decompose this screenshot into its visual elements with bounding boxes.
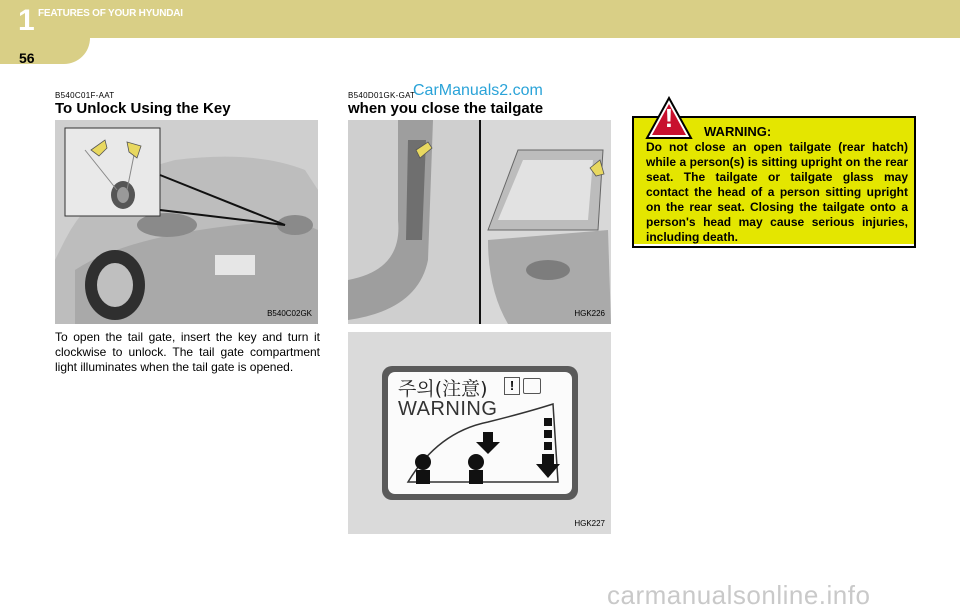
tailgate-illustration	[348, 120, 611, 324]
image-label: HGK227	[574, 519, 605, 528]
chapter-number: 1	[18, 4, 35, 37]
warning-symbol: !	[664, 103, 674, 133]
warning-sign-illustration	[348, 332, 611, 534]
section-code: B540D01GK-GAT	[348, 91, 416, 100]
image-label: HGK226	[574, 309, 605, 318]
chapter-title: FEATURES OF YOUR HYUNDAI	[38, 8, 183, 19]
page-number: 56	[19, 50, 35, 66]
key-unlock-photo	[55, 120, 318, 324]
book-icon	[523, 378, 541, 394]
section-heading: To Unlock Using the Key	[55, 100, 231, 117]
body-paragraph: To open the tail gate, insert the key and turn it clockwise to unlock. The tail gate compartment light illuminates when the tail gate is opened.	[55, 330, 320, 374]
sign-korean-text: 주의(注意)	[398, 378, 488, 400]
watermark-top: CarManuals2.com	[413, 82, 543, 99]
warning-triangle-icon	[645, 96, 693, 145]
image-label: B540C02GK	[267, 309, 312, 318]
header-band	[0, 0, 960, 38]
watermark-bottom: carmanualsonline.info	[607, 580, 871, 610]
section-code: B540C01F-AAT	[55, 91, 115, 100]
warning-text: Do not close an open tailgate (rear hatch) while a person(s) is sitting upright on the rear seat. The tailgate or tailgate glass may contact the head of a person sitting upright on the rear seat. Closing the tailgate onto a person's head may cause serious injuries, including death.	[646, 140, 908, 244]
tailgate-photo	[348, 120, 611, 324]
warning-title: WARNING:	[704, 124, 772, 139]
sign-exclaim: !	[504, 377, 520, 395]
car-rear-illustration	[55, 120, 318, 324]
warning-sign-photo	[348, 332, 611, 534]
header-tab	[0, 38, 90, 64]
sign-warning-text: WARNING	[398, 398, 498, 420]
section-heading: when you close the tailgate	[348, 100, 544, 117]
